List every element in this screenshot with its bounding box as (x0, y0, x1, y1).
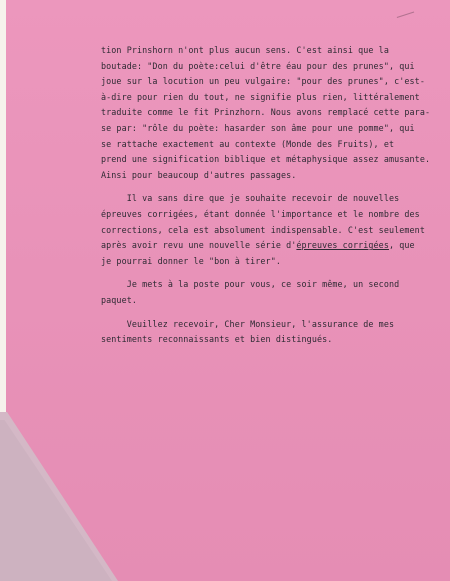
text-line: Il va sans dire que je souhaite recevoir de nouvelles (101, 193, 400, 204)
text-line: Je mets à la poste pour vous, ce soir même, un second (101, 279, 400, 290)
text-line: Ainsi pour beaucoup d'autres passages. (101, 169, 297, 180)
text-line: joue sur la locution un peu vulgaire: "pour des prunes", c'est- (101, 76, 425, 87)
text-line: se rattache exactement au contexte (Monde des Fruits), et (101, 138, 395, 149)
underlined-phrase: épreuves corrigées (296, 240, 389, 251)
text-segment: , que (388, 240, 415, 251)
text-line: se par: "rôle du poète: hasarder son âme pour une pomme", qui (101, 122, 415, 133)
text-line: traduite comme le fit Prinzhorn. Nous avons remplacé cette para- (101, 107, 431, 118)
text-line: je pourrai donner le "bon à tirer". (101, 255, 281, 266)
text-line: épreuves corrigées, étant donnée l'importance et le nombre des (101, 208, 420, 219)
text-line: Veuillez recevoir, Cher Monsieur, l'assurance de mes (101, 318, 395, 329)
text-line: tion Prinshorn n'ont plus aucun sens. C'est ainsi que la (101, 45, 389, 55)
text-line (101, 238, 446, 254)
text-line: à-dire pour rien du tout, ne signifie plus rien, littéralement (101, 91, 420, 102)
text-line: prend une signification biblique et métaphysique assez amusante. (101, 154, 431, 165)
text-line: boutade: "Don du poète:celui d'être éau pour des prunes", qui (101, 60, 415, 71)
text-line: sentiments reconnaissants et bien distingués. (101, 334, 333, 345)
text-segment: après avoir revu une nouvelle série d' (101, 240, 297, 251)
letter-body (101, 43, 446, 348)
text-line: paquet. (101, 294, 137, 305)
text-line: corrections, cela est absolument indispensable. C'est seulement (101, 224, 425, 235)
